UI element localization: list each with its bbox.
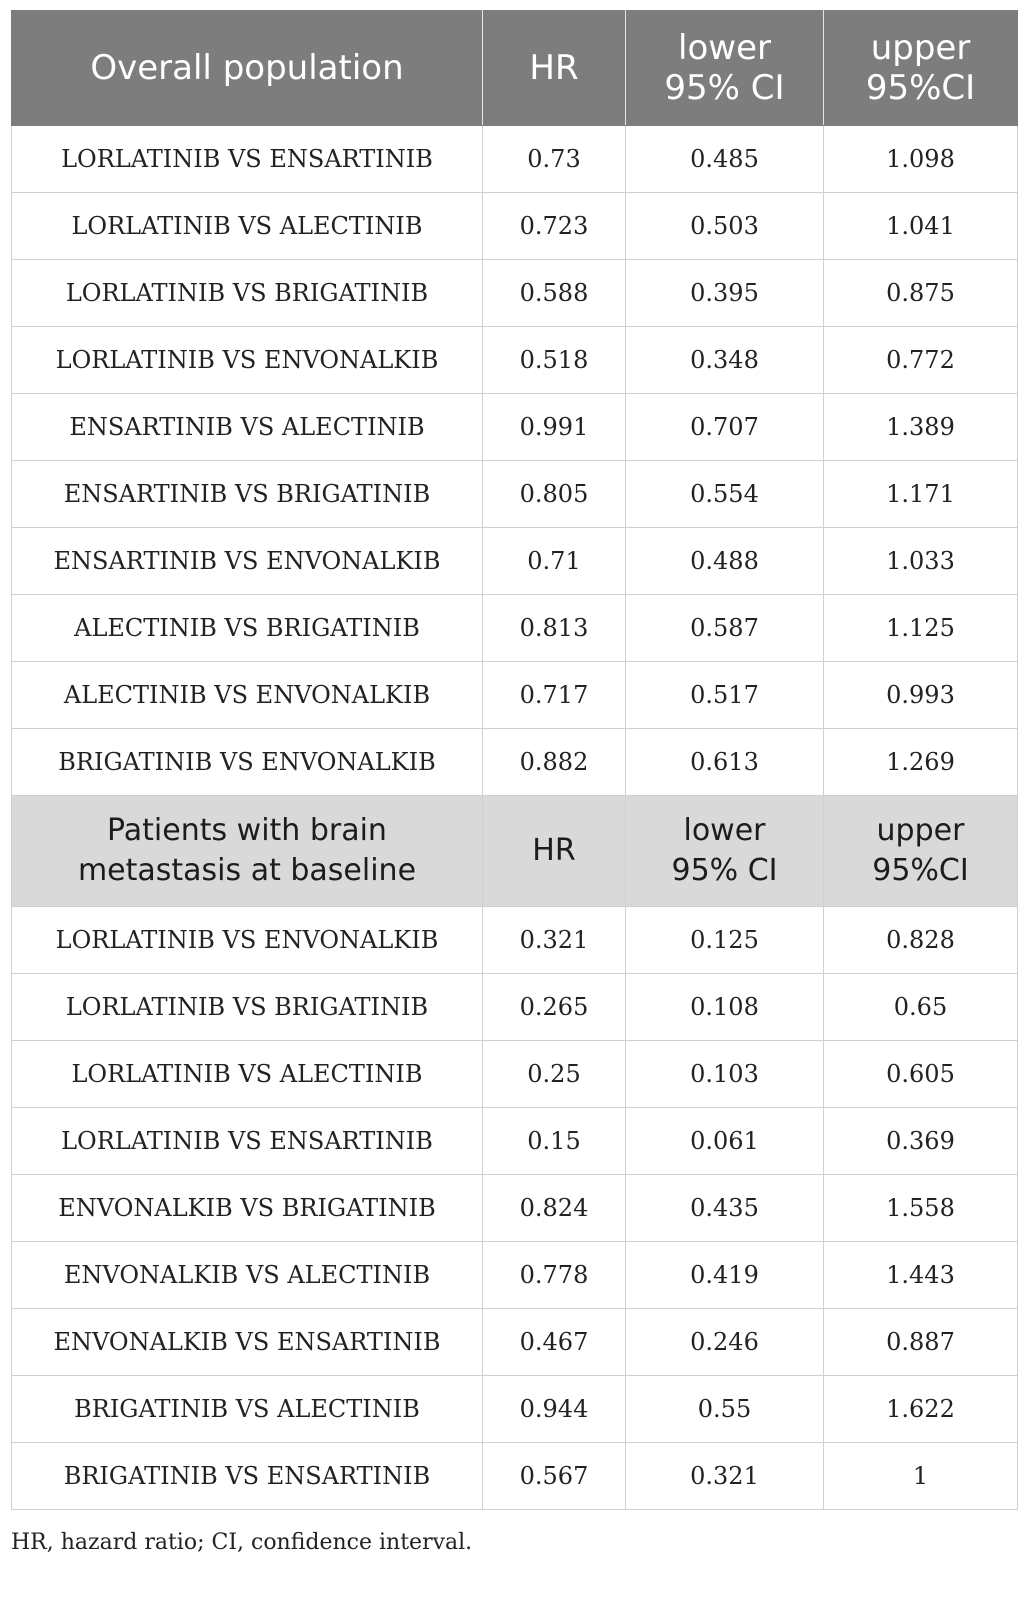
- subheader-upper-line2: 95%CI: [872, 853, 969, 888]
- hazard-ratio-table-container: [11, 10, 1017, 1510]
- table-row: [12, 729, 1018, 796]
- lower-ci-cell: 0.125: [626, 907, 824, 974]
- comparison-cell: LORLATINIB VS ALECTINIB: [12, 1041, 483, 1108]
- lower-ci-cell: 0.554: [626, 461, 824, 528]
- hr-cell: 0.588: [483, 260, 626, 327]
- lower-ci-cell: 0.503: [626, 193, 824, 260]
- comparison-cell: LORLATINIB VS ENVONALKIB: [12, 327, 483, 394]
- hr-cell: 0.882: [483, 729, 626, 796]
- comparison-cell: LORLATINIB VS ENVONALKIB: [12, 907, 483, 974]
- lower-ci-cell: 0.55: [626, 1376, 824, 1443]
- header-hr: HR: [483, 11, 626, 126]
- upper-ci-cell: 1: [824, 1443, 1018, 1510]
- header-upper-line2: 95%CI: [865, 68, 976, 108]
- header-lower-line2: 95% CI: [664, 68, 785, 108]
- hr-cell: 0.25: [483, 1041, 626, 1108]
- lower-ci-cell: 0.707: [626, 394, 824, 461]
- hr-cell: 0.567: [483, 1443, 626, 1510]
- hr-cell: 0.805: [483, 461, 626, 528]
- lower-ci-cell: 0.103: [626, 1041, 824, 1108]
- lower-ci-cell: 0.321: [626, 1443, 824, 1510]
- lower-ci-cell: 0.587: [626, 595, 824, 662]
- hr-cell: 0.723: [483, 193, 626, 260]
- subheader-hr: HR: [483, 796, 626, 907]
- table-row: [12, 662, 1018, 729]
- comparison-cell: BRIGATINIB VS ALECTINIB: [12, 1376, 483, 1443]
- comparison-cell: LORLATINIB VS BRIGATINIB: [12, 974, 483, 1041]
- comparison-cell: ALECTINIB VS BRIGATINIB: [12, 595, 483, 662]
- table-row: [12, 193, 1018, 260]
- overall-population-rows: [12, 126, 1018, 796]
- comparison-cell: LORLATINIB VS ENSARTINIB: [12, 126, 483, 193]
- upper-ci-cell: 0.369: [824, 1108, 1018, 1175]
- comparison-cell: ENSARTINIB VS ENVONALKIB: [12, 528, 483, 595]
- header-lower-ci: [626, 11, 824, 126]
- comparison-cell: BRIGATINIB VS ENSARTINIB: [12, 1443, 483, 1510]
- upper-ci-cell: 0.887: [824, 1309, 1018, 1376]
- header-upper-line1: upper: [870, 28, 971, 68]
- upper-ci-cell: 1.622: [824, 1376, 1018, 1443]
- hr-cell: 0.518: [483, 327, 626, 394]
- table-row: [12, 260, 1018, 327]
- hazard-ratio-table: [11, 10, 1018, 1510]
- table-row: [12, 1108, 1018, 1175]
- table-row: [12, 461, 1018, 528]
- table-row: [12, 974, 1018, 1041]
- hr-cell: 0.15: [483, 1108, 626, 1175]
- upper-ci-cell: 0.828: [824, 907, 1018, 974]
- lower-ci-cell: 0.348: [626, 327, 824, 394]
- table-row: [12, 1175, 1018, 1242]
- lower-ci-cell: 0.419: [626, 1242, 824, 1309]
- upper-ci-cell: 1.033: [824, 528, 1018, 595]
- lower-ci-cell: 0.061: [626, 1108, 824, 1175]
- comparison-cell: ALECTINIB VS ENVONALKIB: [12, 662, 483, 729]
- comparison-cell: ENSARTINIB VS BRIGATINIB: [12, 461, 483, 528]
- lower-ci-cell: 0.485: [626, 126, 824, 193]
- hr-cell: 0.321: [483, 907, 626, 974]
- upper-ci-cell: 0.605: [824, 1041, 1018, 1108]
- comparison-cell: LORLATINIB VS BRIGATINIB: [12, 260, 483, 327]
- subheader-row: [12, 796, 1018, 907]
- hr-cell: 0.73: [483, 126, 626, 193]
- table-row: [12, 1443, 1018, 1510]
- subheader-label-line1: Patients with brain: [107, 813, 387, 848]
- table-header-row: [12, 11, 1018, 126]
- lower-ci-cell: 0.395: [626, 260, 824, 327]
- lower-ci-cell: 0.488: [626, 528, 824, 595]
- upper-ci-cell: 1.269: [824, 729, 1018, 796]
- subheader-lower-line2: 95% CI: [671, 853, 778, 888]
- hr-cell: 0.991: [483, 394, 626, 461]
- subheader-population: [12, 796, 483, 907]
- upper-ci-cell: 1.171: [824, 461, 1018, 528]
- table-row: [12, 528, 1018, 595]
- table-footnote: HR, hazard ratio; CI, confidence interval.: [11, 1530, 473, 1555]
- upper-ci-cell: 1.125: [824, 595, 1018, 662]
- hr-cell: 0.265: [483, 974, 626, 1041]
- header-lower-line1: lower: [678, 28, 771, 68]
- lower-ci-cell: 0.613: [626, 729, 824, 796]
- subheader-lower-line1: lower: [683, 813, 766, 848]
- hr-cell: 0.717: [483, 662, 626, 729]
- lower-ci-cell: 0.108: [626, 974, 824, 1041]
- table-row: [12, 327, 1018, 394]
- comparison-cell: ENSARTINIB VS ALECTINIB: [12, 394, 483, 461]
- upper-ci-cell: 1.389: [824, 394, 1018, 461]
- header-upper-ci: [824, 11, 1018, 126]
- upper-ci-cell: 0.772: [824, 327, 1018, 394]
- comparison-cell: BRIGATINIB VS ENVONALKIB: [12, 729, 483, 796]
- upper-ci-cell: 0.65: [824, 974, 1018, 1041]
- hr-cell: 0.778: [483, 1242, 626, 1309]
- table-row: [12, 394, 1018, 461]
- table-row: [12, 595, 1018, 662]
- hr-cell: 0.824: [483, 1175, 626, 1242]
- hr-cell: 0.813: [483, 595, 626, 662]
- hr-cell: 0.467: [483, 1309, 626, 1376]
- comparison-cell: ENVONALKIB VS ENSARTINIB: [12, 1309, 483, 1376]
- brain-metastasis-subheader: [12, 796, 1018, 907]
- comparison-cell: ENVONALKIB VS ALECTINIB: [12, 1242, 483, 1309]
- table-row: [12, 1376, 1018, 1443]
- hr-cell: 0.944: [483, 1376, 626, 1443]
- comparison-cell: ENVONALKIB VS BRIGATINIB: [12, 1175, 483, 1242]
- subheader-label-line2: metastasis at baseline: [77, 853, 417, 888]
- upper-ci-cell: 1.041: [824, 193, 1018, 260]
- subheader-upper-line1: upper: [876, 813, 965, 848]
- upper-ci-cell: 1.558: [824, 1175, 1018, 1242]
- upper-ci-cell: 1.098: [824, 126, 1018, 193]
- brain-metastasis-rows: [12, 907, 1018, 1510]
- upper-ci-cell: 0.875: [824, 260, 1018, 327]
- table-row: [12, 1309, 1018, 1376]
- lower-ci-cell: 0.246: [626, 1309, 824, 1376]
- lower-ci-cell: 0.435: [626, 1175, 824, 1242]
- subheader-upper-ci: [824, 796, 1018, 907]
- upper-ci-cell: 1.443: [824, 1242, 1018, 1309]
- header-population: Overall population: [12, 11, 483, 126]
- hr-cell: 0.71: [483, 528, 626, 595]
- table-row: [12, 907, 1018, 974]
- comparison-cell: LORLATINIB VS ALECTINIB: [12, 193, 483, 260]
- subheader-lower-ci: [626, 796, 824, 907]
- table-row: [12, 126, 1018, 193]
- table-row: [12, 1242, 1018, 1309]
- lower-ci-cell: 0.517: [626, 662, 824, 729]
- upper-ci-cell: 0.993: [824, 662, 1018, 729]
- comparison-cell: LORLATINIB VS ENSARTINIB: [12, 1108, 483, 1175]
- table-row: [12, 1041, 1018, 1108]
